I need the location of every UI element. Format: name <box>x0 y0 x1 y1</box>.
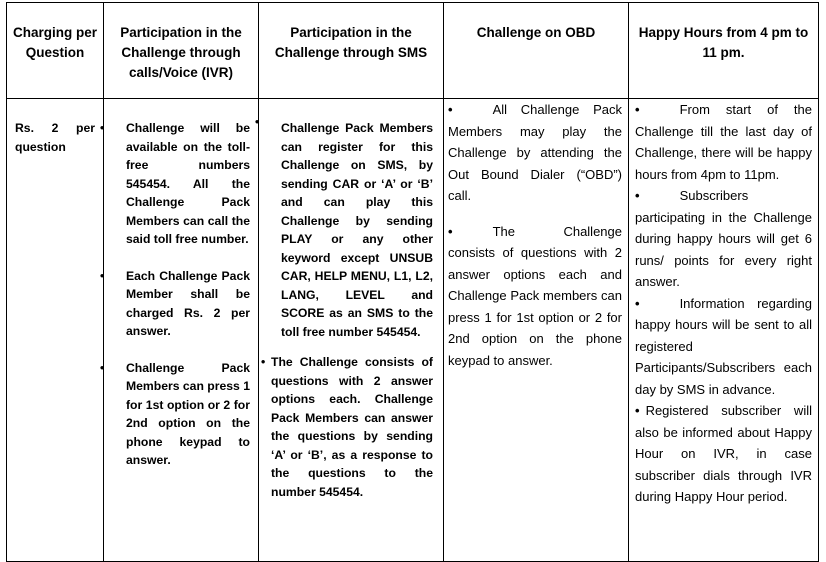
header-happy-hours: Happy Hours from 4 pm to 11 pm. <box>629 3 819 99</box>
content-row <box>7 99 819 562</box>
list-item: • Challenge will be available on the toll-free numbers 545454. All the Challenge Pack Members can call the said toll free number. <box>100 121 250 246</box>
bullet-icon: • <box>635 188 640 203</box>
list-item: • Information regarding happy hours will be sent to all registered Participants/Subscribers each day by SMS in advance. <box>635 295 812 397</box>
header-obd: Challenge on OBD <box>444 3 629 99</box>
bullet-icon: • <box>255 115 260 129</box>
header-charging: Charging per Question <box>7 3 104 99</box>
obd-cell <box>444 99 629 562</box>
bullet-icon: • <box>100 360 105 375</box>
list-item: • All Challenge Pack Members may play the Challenge by attending the Out Bound Dialer (“OBD”) call. <box>448 102 622 203</box>
list-item: • From start of the Challenge till the last day of Challenge, there will be happy hours from 4pm to 11pm. <box>635 102 812 182</box>
list-item: • The Challenge consists of questions with 2 answer options each. Challenge Pack Members can answer the questions by sending ‘A’ or ‘B’, as a response to the questions to the number 545454. <box>261 355 433 499</box>
list-item: • Registered subscriber will also be informed about Happy Hour on IVR, in case subscriber dials through IVR during Happy Hour period. <box>635 403 812 504</box>
bullet-icon: • <box>635 102 640 117</box>
header-row <box>7 3 819 99</box>
bullet-icon: • <box>100 268 105 283</box>
bullet-icon: • <box>635 295 640 311</box>
list-item: • Each Challenge Pack Member shall be charged Rs. 2 per answer. <box>100 268 250 338</box>
header-sms: Participation in the Challenge through SMS <box>259 3 444 99</box>
list-item: • The Challenge consists of questions with 2 answer options each and Challenge Pack members can press 1 for 1st option or 2 for 2nd option on the phone keypad to answer. <box>448 223 622 368</box>
ivr-cell <box>100 99 259 562</box>
charging-text: Rs. 2 per question <box>15 121 95 154</box>
bullet-icon: • <box>448 102 453 117</box>
list-item: • Subscribers participating in the Challenge during happy hours will get 6 runs/ points for every right answer. <box>635 188 812 289</box>
happy-hours-cell <box>629 99 819 562</box>
charging-cell <box>7 99 104 562</box>
sms-list <box>255 115 433 501</box>
bullet-icon: • <box>448 223 453 239</box>
terms-table <box>6 2 819 562</box>
bullet-icon: • <box>261 355 266 369</box>
bullet-icon: • <box>635 403 640 418</box>
sms-cell <box>255 99 444 562</box>
list-item: • Challenge Pack Members can press 1 for 1st option or 2 for 2nd option on the phone keypad to answer. <box>100 360 250 467</box>
list-item: • Challenge Pack Members can register for this Challenge on SMS, by sending CAR or ‘A’ or ‘B’ and can play this Challenge by sending PLAY or any other keyword except UNSUB CAR, HELP MENU, L1, L2, LANG, LEVEL and SCORE as an SMS to the toll free number 545454. <box>255 115 433 339</box>
ivr-list <box>100 119 250 470</box>
bullet-icon: • <box>100 121 105 135</box>
header-ivr: Participation in the Challenge through calls/Voice (IVR) <box>104 3 259 99</box>
